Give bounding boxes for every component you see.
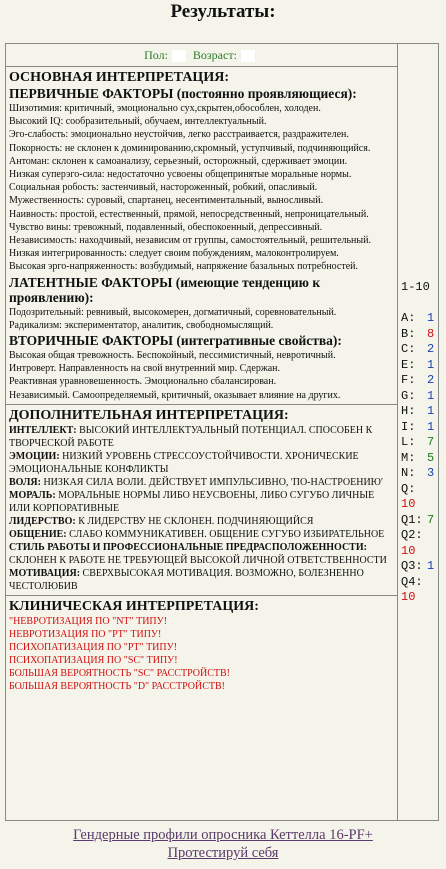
factor-value: 2 — [427, 342, 435, 356]
clinical-line: ПСИХОПАТИЗАЦИЯ ПО "SC" ТИПУ! — [9, 654, 178, 666]
factor-value: 7 — [427, 435, 435, 449]
secondary-factor-line: Интроверт. Направленность на свой внутренний мир. Сдержан. — [9, 363, 281, 375]
additional-item — [9, 515, 394, 528]
factor-value: 2 — [427, 373, 435, 387]
factor-score-row — [401, 342, 438, 358]
secondary-factor-line: Независимый. Самоопределяемый, критичный, оказывает влияние на других. — [9, 389, 341, 401]
clinical-line: "НЕВРОТИЗАЦИЯ ПО "NT" ТИПУ! — [9, 615, 168, 627]
factor-score-row — [401, 404, 438, 420]
factor-score-row — [401, 451, 438, 467]
factor-name: G: — [401, 388, 416, 403]
gender-value — [172, 50, 186, 62]
factor-score-row — [401, 435, 438, 451]
factor-name: H: — [401, 404, 416, 418]
factor-score-row — [401, 528, 438, 559]
factor-score-row — [401, 482, 438, 513]
factor-value: 1 — [427, 357, 435, 372]
additional-item — [9, 567, 394, 593]
primary-factor-line: Чувство вины: тревожный, подавленный, обеспокоенный, депрессивный. — [9, 221, 323, 233]
factor-score-row — [401, 513, 438, 529]
additional-item-label: ЭМОЦИИ: — [9, 450, 60, 462]
factor-name: N: — [401, 466, 416, 480]
additional-item-text: НИЗКАЯ СИЛА ВОЛИ. ДЕЙСТВУЕТ ИМПУЛЬСИВНО, 'ПО-НАСТРОЕНИЮ' — [40, 476, 383, 488]
primary-factor-line: Эго-слабость: эмоционально неустойчив, легко расстраивается, раздражителен. — [9, 129, 349, 141]
additional-section — [6, 405, 397, 596]
additional-heading: ДОПОЛНИТЕЛЬНАЯ ИНТЕРПРЕТАЦИЯ: — [9, 407, 289, 423]
factor-value: 1 — [427, 311, 435, 325]
gender-age-row — [6, 44, 397, 67]
factor-value: 1 — [427, 404, 435, 418]
additional-item-text: СЛАБО КОММУНИКАТИВЕН. ОБЩЕНИЕ СУГУБО ИЗБИРАТЕЛЬНОЕ — [66, 528, 385, 540]
additional-item-label: МОРАЛЬ: — [9, 489, 56, 501]
clinical-line: БОЛЬШАЯ ВЕРОЯТНОСТЬ "D" РАССТРОЙСТВ! — [9, 680, 225, 692]
scale-header: 1-10 — [401, 280, 430, 294]
additional-item-label: СТИЛЬ РАБОТЫ И ПРОФЕССИОНАЛЬНЫЕ ПРЕДРАСПОЛОЖЕННОСТИ: — [9, 541, 367, 553]
factor-value: 7 — [427, 512, 435, 527]
primary-factor-line: Независимость: находчивый, независим от группы, самостоятельный, решительный. — [9, 235, 371, 247]
primary-factor-line: Низкая интегрированность: следует своим побуждениям, малоконтролируем. — [9, 248, 339, 260]
latent-factor-line: Подозрительный: ревнивый, высокомерен, догматичный, соревновательный. — [9, 306, 337, 318]
page-title: Результаты: — [170, 1, 276, 22]
factor-value: 1 — [427, 559, 435, 573]
interpretation-column — [6, 44, 398, 820]
primary-factor-line: Высокий IQ: сообразительный, обучаем, интеллектуальный. — [9, 116, 267, 128]
primary-factor-line: Мужественность: суровый, спартанец, несентиментальный, выносливый. — [9, 195, 324, 207]
footer-links — [0, 826, 446, 862]
primary-factor-line: Покорность: не склонен к доминированию,скромный, уступчивый, подчиняющийся. — [9, 142, 371, 154]
factor-value: 10 — [401, 497, 416, 511]
additional-item — [9, 424, 394, 450]
primary-main-heading: ОСНОВНАЯ ИНТЕРПРЕТАЦИЯ: — [9, 70, 229, 85]
primary-factors-heading: ПЕРВИЧНЫЕ ФАКТОРЫ (постоянно проявляющиеся): — [9, 86, 357, 101]
clinical-line: НЕВРОТИЗАЦИЯ ПО "PT" ТИПУ! — [9, 628, 162, 640]
factor-scale-column — [398, 44, 438, 820]
factor-name: Q2: — [401, 528, 423, 542]
factor-score-row — [401, 358, 438, 374]
factor-name: C: — [401, 342, 416, 356]
primary-factor-line: Социальная робость: застенчивый, настороженный, робкий, опасливый. — [9, 182, 318, 194]
additional-item-text: К ЛИДЕРСТВУ НЕ СКЛОНЕН. ПОДЧИНЯЮЩИЙСЯ — [75, 515, 314, 527]
factor-value: 1 — [427, 388, 435, 403]
factor-name: L: — [401, 435, 416, 449]
factor-name: Q1: — [401, 512, 423, 527]
factor-value: 3 — [427, 466, 435, 480]
factor-score-row — [401, 373, 438, 389]
factor-score-row — [401, 575, 438, 606]
latent-factor-line: Радикализм: экспериментатор, аналитик, свободномыслящий. — [9, 319, 274, 331]
factor-score-list — [401, 311, 438, 606]
results-table — [5, 43, 439, 821]
additional-item — [9, 541, 394, 567]
factor-value: 10 — [401, 543, 416, 558]
factor-score-row — [401, 389, 438, 405]
additional-item — [9, 450, 394, 476]
secondary-factor-line: Реактивная уравновешенность. Эмоционально сбалансирован. — [9, 376, 277, 388]
primary-factor-line: Шизотимия: критичный, эмоционально сух,скрытен,обособлен, холоден. — [9, 103, 321, 114]
factor-name: F: — [401, 373, 416, 387]
primary-factor-line: Антоман: склонен к самоанализу, серьезный, осторожный, сдерживает эмоции. — [9, 155, 348, 167]
additional-item-text: МОРАЛЬНЫЕ НОРМЫ ЛИБО НЕУСВОЕНЫ, ЛИБО СУГУБО ЛИЧНЫЕ ИЛИ КОРПОРАТИВНЫЕ — [9, 489, 375, 514]
factor-score-row — [401, 466, 438, 482]
additional-item-label: ЛИДЕРСТВО: — [9, 515, 76, 527]
factor-score-row — [401, 311, 438, 327]
additional-item — [9, 528, 394, 541]
secondary-factors-heading: ВТОРИЧНЫЕ ФАКТОРЫ (интегративные свойства): — [9, 333, 342, 349]
additional-item-text: НИЗКИЙ УРОВЕНЬ СТРЕССОУСТОЙЧИВОСТИ. ХРОНИЧЕСКИЕ ЭМОЦИОНАЛЬНЫЕ КОНФЛИКТЫ — [9, 450, 359, 475]
primary-factor-line: Наивность: простой, естественный, прямой, непосредственный, непроницательный. — [9, 208, 369, 220]
clinical-section — [6, 596, 397, 695]
additional-item-label: ВОЛЯ: — [9, 476, 41, 488]
factor-name: A: — [401, 311, 416, 325]
additional-item-label: ИНТЕЛЛЕКТ: — [9, 424, 77, 436]
factor-name: I: — [401, 419, 416, 434]
additional-item — [9, 476, 394, 489]
additional-item-label: ОБЩЕНИЕ: — [9, 528, 67, 540]
factor-value: 8 — [427, 326, 435, 341]
primary-section — [6, 67, 397, 405]
clinical-heading: КЛИНИЧЕСКАЯ ИНТЕРПРЕТАЦИЯ: — [9, 598, 259, 614]
additional-item-text: СВЕРХВЫСОКАЯ МОТИВАЦИЯ. ВОЗМОЖНО, БОЛЕЗНЕННО ЧЕСТОЛЮБИВ — [9, 567, 364, 592]
clinical-line: ПСИХОПАТИЗАЦИЯ ПО "PT" ТИПУ! — [9, 641, 178, 653]
factor-score-row — [401, 327, 438, 343]
factor-name: B: — [401, 326, 416, 341]
factor-name: E: — [401, 357, 416, 372]
factor-score-row — [401, 420, 438, 436]
factor-value: 10 — [401, 590, 416, 604]
gender-label: Пол: — [144, 48, 168, 62]
factor-name: Q: — [401, 481, 416, 496]
factor-name: Q3: — [401, 559, 423, 573]
additional-item-text: ВЫСОКИЙ ИНТЕЛЛЕКТУАЛЬНЫЙ ПОТЕНЦИАЛ. СПОСОБЕН К ТВОРЧЕСКОЙ РАБОТЕ — [9, 424, 373, 449]
clinical-line: БОЛЬШАЯ ВЕРОЯТНОСТЬ "SC" РАССТРОЙСТВ! — [9, 667, 230, 679]
test-yourself-link[interactable]: Протестируй себя — [167, 845, 279, 861]
secondary-factor-line: Высокая общая тревожность. Беспокойный, пессимистичный, невротичный. — [9, 350, 336, 362]
age-label: Возраст: — [192, 48, 237, 62]
additional-item-text: СКЛОНЕН К РАБОТЕ НЕ ТРЕБУЮЩЕЙ ВЫСОКОЙ ЛИЧНОЙ ОТВЕТСТВЕННОСТИ — [9, 554, 387, 566]
primary-factor-line: Высокая эрго-напряженность: возбудимый, напряжение базальных потребностей. — [9, 261, 359, 273]
factor-score-row — [401, 559, 438, 575]
factor-value: 5 — [427, 450, 435, 465]
additional-item-label: МОТИВАЦИЯ: — [9, 567, 81, 579]
additional-item — [9, 489, 394, 515]
age-value — [241, 50, 255, 62]
latent-factors-heading: ЛАТЕНТНЫЕ ФАКТОРЫ (имеющие тенденцию к проявлению): — [9, 274, 321, 305]
factor-name: M: — [401, 450, 416, 465]
gender-profiles-link[interactable]: Гендерные профили опросника Кеттелла 16-PF+ — [73, 827, 373, 843]
factor-name: Q4: — [401, 574, 423, 589]
primary-factor-line: Низкая суперэго-сила: недостаточно усвоены общепринятые моральные нормы. — [9, 169, 352, 181]
factor-value: 1 — [427, 419, 435, 434]
